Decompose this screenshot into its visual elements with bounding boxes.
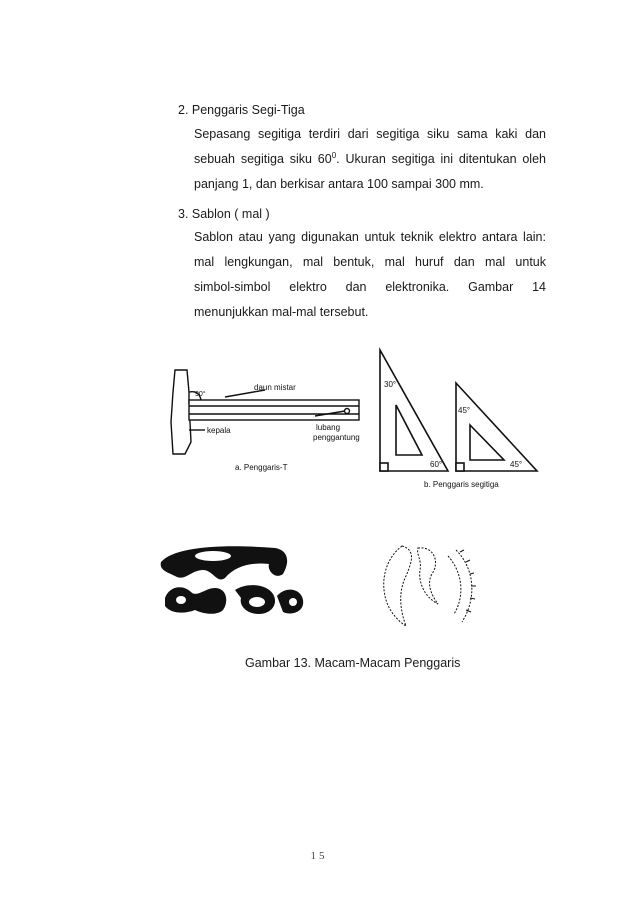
label-penggantung: penggantung [313,433,360,442]
section-2-line-3: panjang 1, dan berkisar antara 100 sampai 300 mm. [194,177,484,191]
section-3-line-4: menunjukkan mal-mal tersebut. [194,305,369,319]
curve-bottom-left [165,587,226,614]
french-curves-outline-figure [372,540,482,630]
section-2-paragraph [194,122,546,197]
section-3-line-2: mal lengkungan, mal bentuk, mal huruf dan mal untuk [194,255,546,269]
t-square-blade [189,400,359,420]
section-2-title: 2. Penggaris Segi-Tiga [178,103,305,117]
page-number: 15 [310,850,328,862]
curve-top [161,546,287,579]
outline-curve-1 [384,546,412,626]
angle-60-label: 60° [430,460,443,469]
degree-superscript: 0 [331,150,337,160]
angle-90-label: 90° [195,391,206,398]
label-kepala: kepala [207,426,231,435]
set-squares-caption: b. Penggaris segitiga [424,480,499,489]
t-square-head [171,370,191,454]
section-3-paragraph [194,225,546,325]
section-3-title: 3. Sablon ( mal ) [178,207,270,221]
french-curves-figure [155,540,305,620]
label-lubang: lubang [316,423,341,432]
figure-caption: Gambar 13. Macam-Macam Penggaris [245,656,461,670]
angle-45-label-b: 45° [510,460,523,469]
angle-45-label-a: 45° [458,406,471,415]
set-squares-figure [372,345,552,495]
section-3-line-3: simbol-simbol elektro dan elektronika. Gambar 14 [194,280,546,294]
t-square-caption: a. Penggaris-T [235,463,288,472]
section-2-line-2-pre: sebuah segitiga siku 60 [194,152,332,166]
section-2-line-1: Sepasang segitiga terdiri dari segitiga siku sama kaki dan [194,127,546,141]
t-square-figure [165,362,370,490]
label-daun-mistar: daun mistar [254,383,296,392]
section-2-line-2-post: . Ukuran segitiga ini ditentukan oleh [336,152,546,166]
outline-curve-2 [418,548,438,604]
section-2-line-2 [194,147,546,172]
section-3-line-1: Sablon atau yang digunakan untuk teknik elektro antara lain: [194,230,546,244]
angle-30-label: 30° [384,380,397,389]
